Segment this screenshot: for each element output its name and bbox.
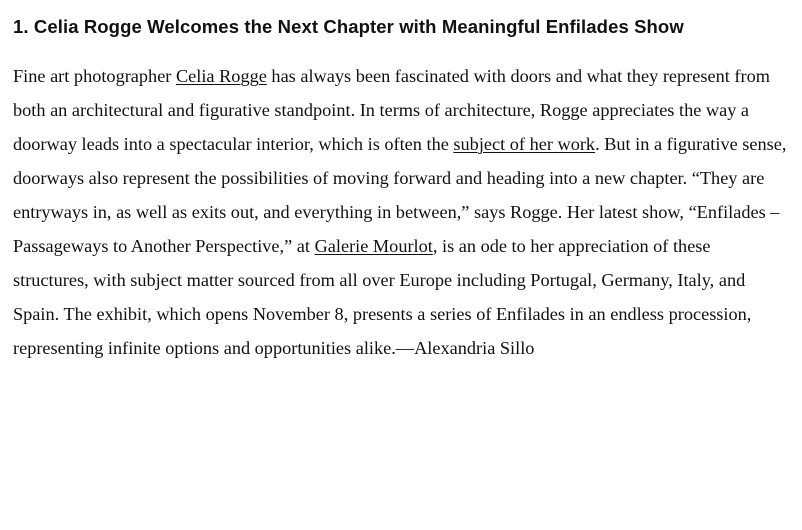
body-text-segment: Fine art photographer [13,66,176,86]
gallery-link[interactable]: Galerie Mourlot [314,236,433,256]
body-text-segment: , is an ode to her appreciation of these structures, with subject matter sourced from all over Europe including Portugal, Germany, Italy, and Spain. The exhibit, which opens November 8, presents a series of Enfilades in an endless procession, representing infinite options and opportunities alike.—Alexandria Sillo [13,236,752,358]
body-text-segment: . But in a figurative sense, doorways also represent the possibilities of moving forward and heading into a new chapter. “They are entryways in, as well as exits out, and everything in between,” says Rogge. Her latest show, “Enfilades – Passageways to Another Perspective,” at [13,134,787,256]
article-title: 1. Celia Rogge Welcomes the Next Chapter with Meaningful Enfilades Show [13,16,684,37]
artist-link[interactable]: Celia Rogge [175,66,267,86]
article [13,0,789,365]
subject-of-her-work-link[interactable]: subject of her work [453,134,596,154]
body-text-segment: has always been fascinated with doors and what they represent from both an architectural and figurative standpoint. In terms of architecture, Rogge appreciates the way a doorway leads into a spectacular interior, which is often the [13,66,770,154]
article-body [13,39,789,365]
